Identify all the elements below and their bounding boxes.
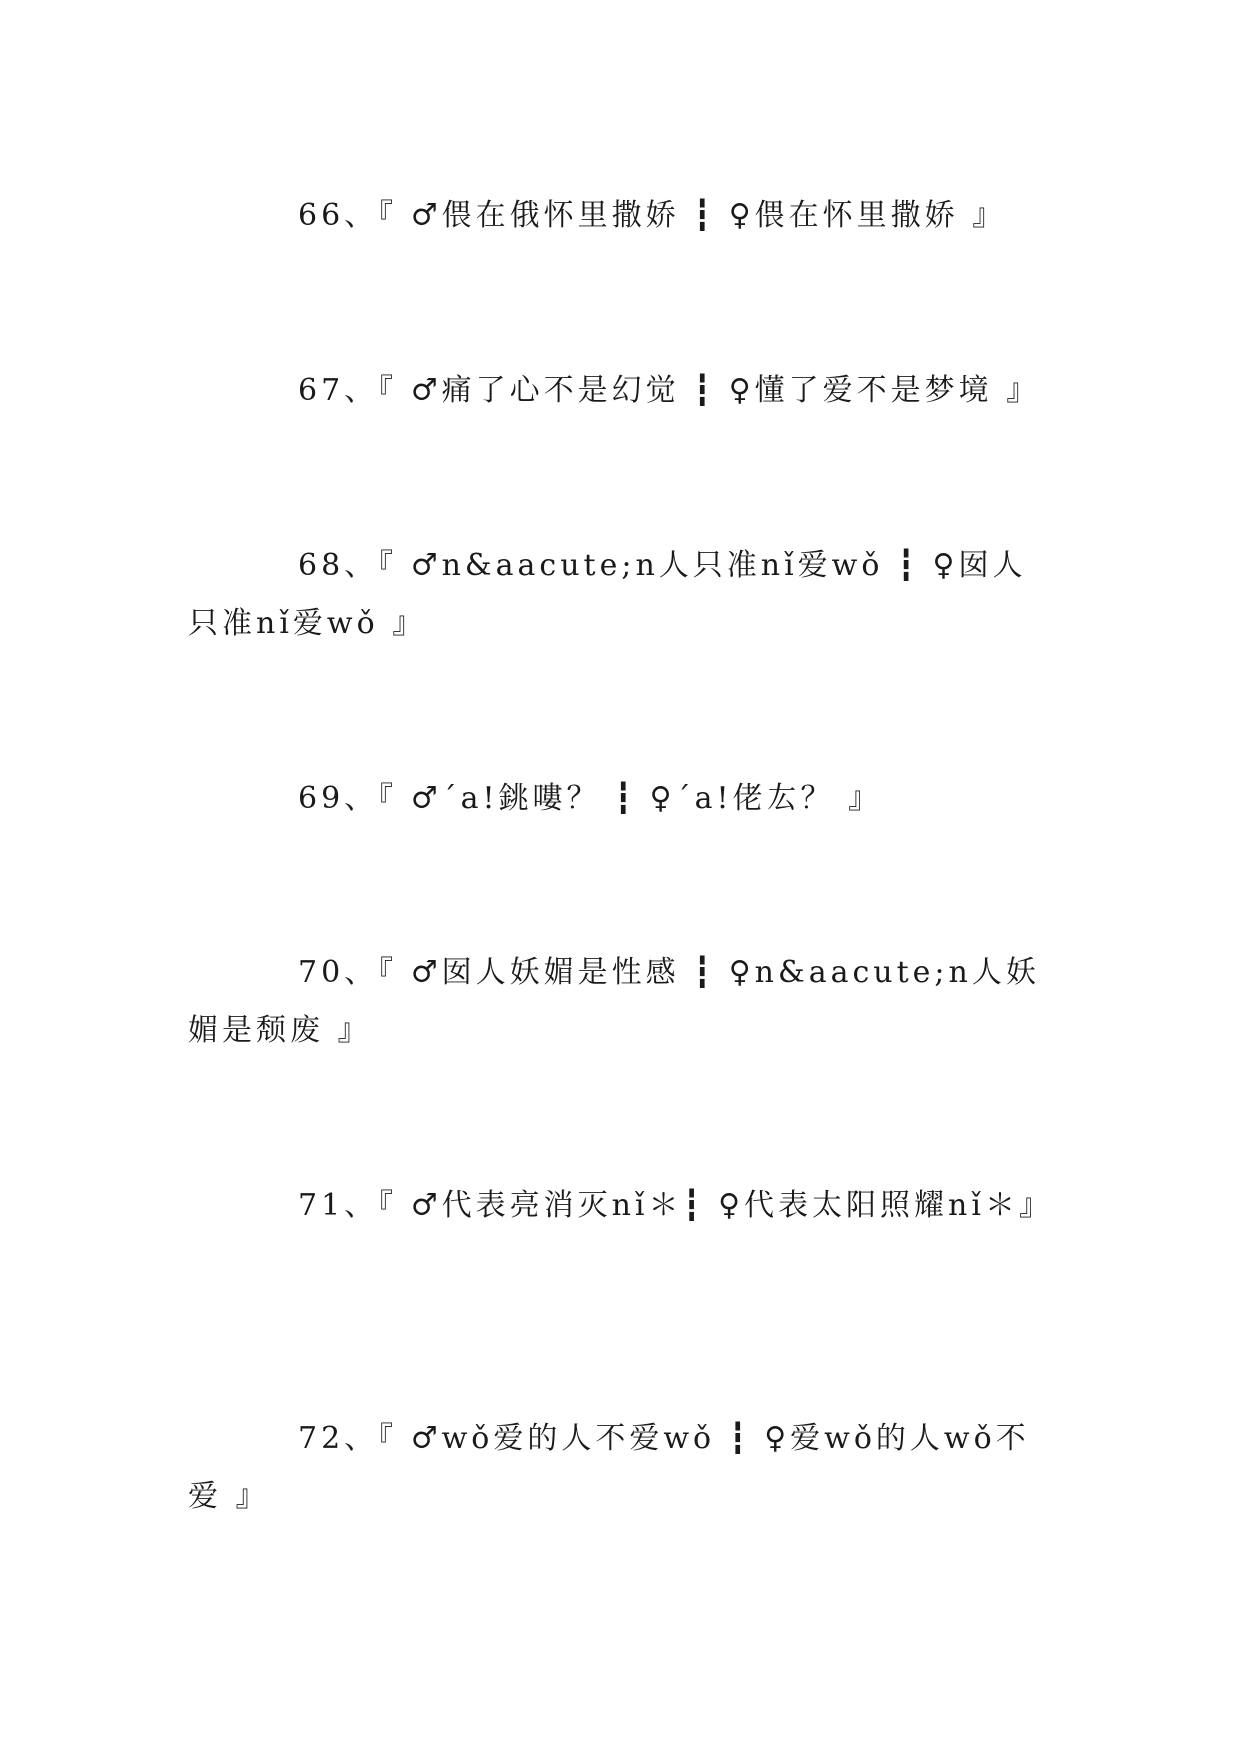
entry-70: 70、『 ♂囡人妖媚是性感 ┇ ♀n&aacute;n人妖媚是颓废 』 (188, 955, 1040, 1048)
entry-72: 72、『 ♂wǒ爱的人不爱wǒ ┇ ♀爱wǒ的人wǒ不爱 』 (188, 1421, 1030, 1514)
entry-71: 71、『 ♂代表亮消灭nǐ＊┇ ♀代表太阳照耀nǐ＊』 (298, 1188, 1053, 1223)
entry-66: 66、『 ♂偎在俄怀里撒娇 ┇ ♀偎在怀里撒娇 』 (298, 198, 1007, 233)
entry-67: 67、『 ♂痛了心不是幻觉 ┇ ♀懂了爱不是梦境 』 (298, 373, 1041, 408)
entry-69: 69、『 ♂ˊa!銚嘍？ ┇ ♀ˊa!佬厷？ 』 (298, 781, 883, 816)
entry-68: 68、『 ♂n&aacute;n人只准nǐ爱wǒ ┇ ♀囡人只准nǐ爱wǒ 』 (188, 548, 1027, 641)
